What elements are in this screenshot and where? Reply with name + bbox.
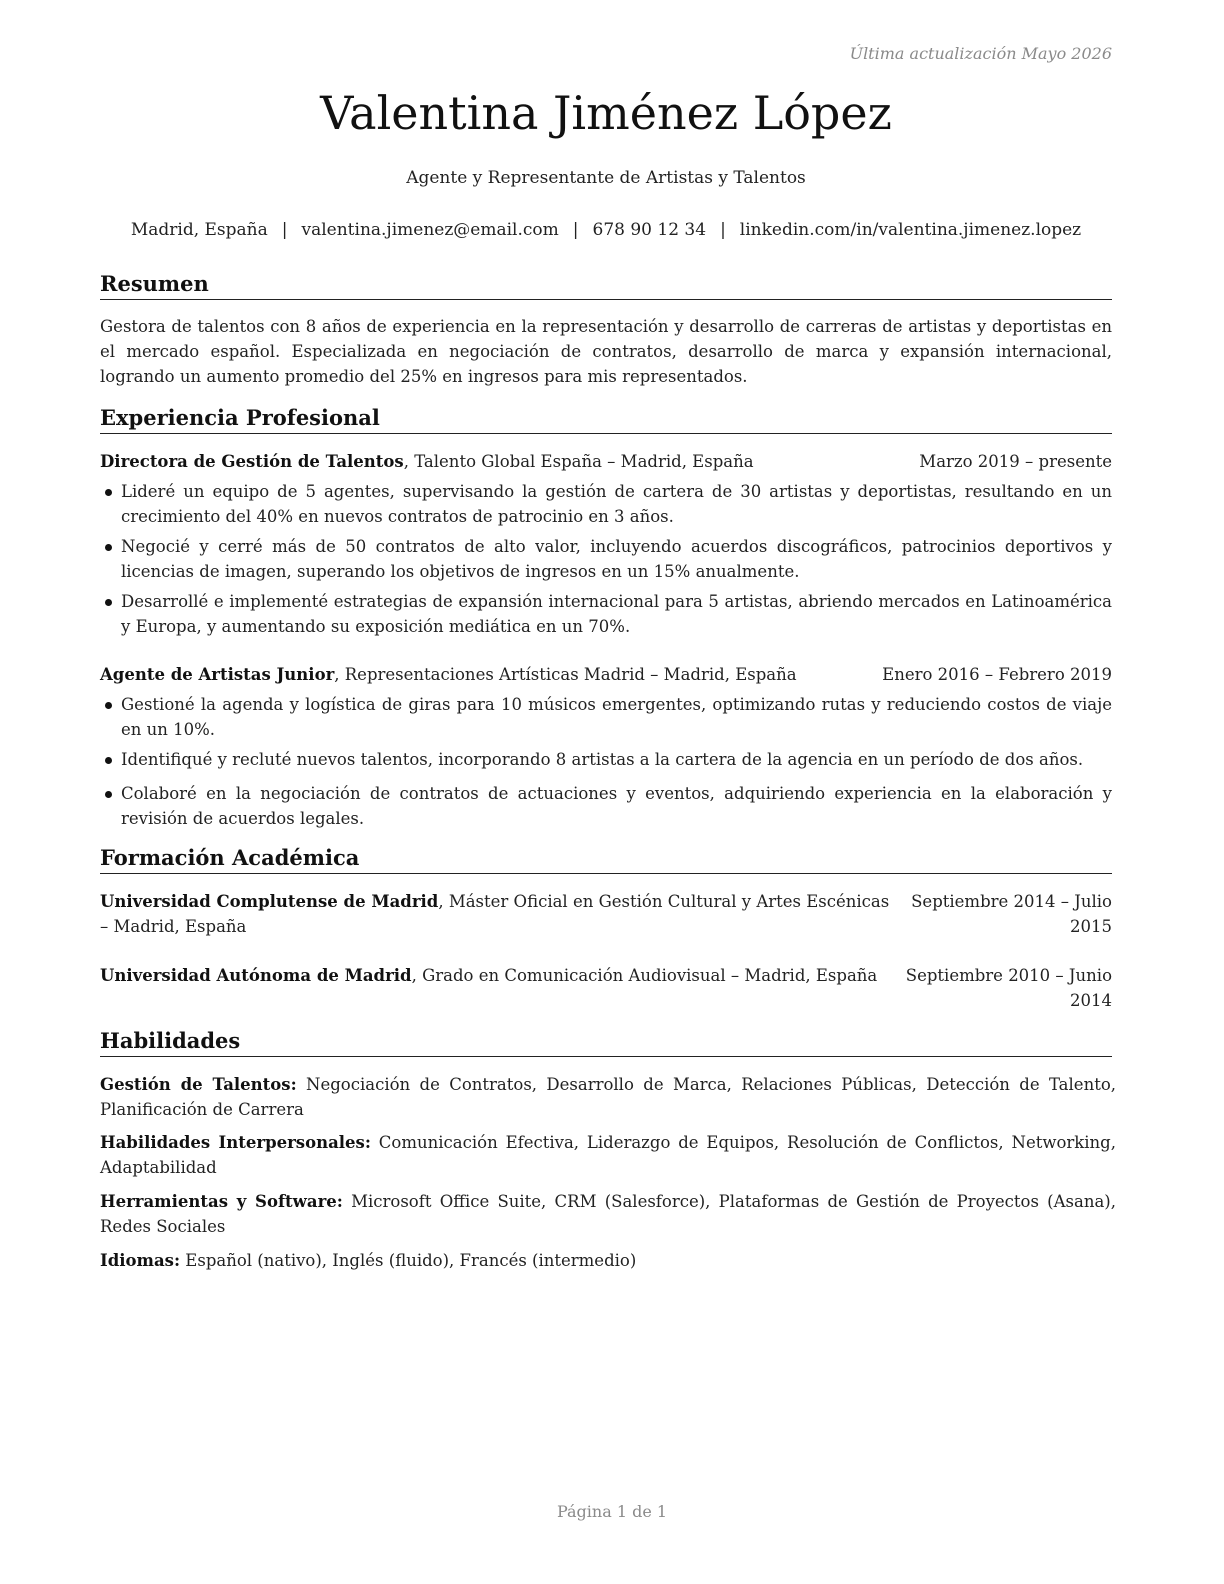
education-date-line: 2014	[1070, 991, 1112, 1010]
summary-text: Gestora de talentos con 8 años de experiencia en la representación y desarrollo de carreras de artistas y deportistas en el mercado español. Especializada en negociación de contratos, desarrollo de marca y expansión internacional, logrando un aumento promedio del 25% en ingresos para mis representados.	[100, 317, 1112, 386]
job-header	[100, 662, 1112, 687]
list-item: Negocié y cerré más de 50 contratos de alto valor, incluyendo acuerdos discográficos, patrocinios deportivos y licencias de imagen, superando los objetivos de ingresos en un 15% anualmente.	[100, 534, 1112, 584]
education-school: Universidad Autónoma de Madrid	[100, 966, 412, 985]
education-dates	[911, 889, 1112, 939]
job-header	[100, 449, 1112, 474]
skill-label: Gestión de Talentos:	[100, 1075, 297, 1094]
skill-label: Herramientas y Software:	[100, 1192, 343, 1211]
job-dates: Enero 2016 – Febrero 2019	[882, 665, 1112, 684]
skill-text: Comunicación Efectiva, Liderazgo de Equipos, Resolución de Conflictos, Networking, Adaptabilidad	[100, 1133, 1116, 1177]
skill-text: Negociación de Contratos, Desarrollo de Marca, Relaciones Públicas, Detección de Talento, Planificación de Carrera	[100, 1075, 1117, 1119]
job-dates: Marzo 2019 – presente	[919, 452, 1112, 471]
education-date-line: Septiembre 2010 – Junio	[905, 966, 1112, 985]
job-title: Agente de Artistas Junior	[100, 665, 335, 684]
resume-page	[100, 0, 1117, 1584]
job-bullets	[100, 479, 1112, 644]
separator: |	[572, 220, 579, 240]
skill-group	[100, 1130, 1116, 1180]
contact-email[interactable]: valentina.jimenez@email.com	[301, 220, 559, 240]
education-date-line: Septiembre 2014 – Julio	[911, 892, 1112, 911]
contact-linkedin[interactable]: linkedin.com/in/valentina.jimenez.lopez	[739, 220, 1082, 240]
contact-phone: 678 90 12 34	[592, 220, 707, 240]
list-item: Gestioné la agenda y logística de giras para 10 músicos emergentes, optimizando rutas y reduciendo costos de viaje en un 10%.	[100, 692, 1112, 742]
list-item: Identifiqué y recluté nuevos talentos, incorporando 8 artistas a la cartera de la agencia en un período de dos años.	[100, 747, 1112, 772]
list-item: Lideré un equipo de 5 agentes, supervisando la gestión de cartera de 30 artistas y deportistas, resultando en un crecimiento del 40% en nuevos contratos de patrocinio en 3 años.	[100, 479, 1112, 529]
contact-line	[80, 220, 1132, 240]
education-school: Universidad Complutense de Madrid	[100, 892, 439, 911]
candidate-headline: Agente y Representante de Artistas y Talentos	[406, 168, 806, 188]
list-item: Colaboré en la negociación de contratos de actuaciones y eventos, adquiriendo experiencia en la elaboración y revisión de acuerdos legales.	[100, 781, 1112, 831]
separator: |	[281, 220, 288, 240]
skill-label: Habilidades Interpersonales:	[100, 1133, 371, 1152]
skill-group	[100, 1248, 1116, 1273]
section-title-education: Formación Académica	[100, 845, 1112, 874]
skill-text: Microsoft Office Suite, CRM (Salesforce), Plataformas de Gestión de Proyectos (Asana), Redes Sociales	[100, 1192, 1116, 1236]
skill-group	[100, 1072, 1116, 1122]
education-date-line: 2015	[1070, 917, 1112, 936]
contact-location: Madrid, España	[130, 220, 268, 240]
section-title-summary: Resumen	[100, 271, 1112, 300]
education-degree: , Grado en Comunicación Audiovisual – Madrid, España	[411, 966, 878, 985]
list-item: Desarrollé e implementé estrategias de expansión internacional para 5 artistas, abriendo mercados en Latinoamérica y Europa, y aumentando su exposición mediática en un 70%.	[100, 589, 1112, 639]
page-number: Página 1 de 1	[556, 1502, 668, 1521]
education-location: – Madrid, España	[100, 917, 247, 936]
skill-group	[100, 1189, 1116, 1239]
skill-label: Idiomas:	[100, 1251, 181, 1270]
section-title-experience: Experiencia Profesional	[100, 405, 1112, 434]
job-title: Directora de Gestión de Talentos	[100, 452, 404, 471]
last-updated: Última actualización Mayo 2026	[849, 44, 1112, 63]
education-dates	[906, 963, 1112, 1013]
education-entry	[100, 963, 1112, 1010]
job-bullets	[100, 692, 1112, 836]
job-company: , Representaciones Artísticas Madrid – Madrid, España	[334, 665, 797, 684]
education-entry	[100, 889, 1112, 939]
separator: |	[720, 220, 726, 240]
job-company: , Talento Global España – Madrid, España	[403, 452, 754, 471]
section-title-skills: Habilidades	[100, 1028, 1112, 1057]
education-degree: , Máster Oficial en Gestión Cultural y Artes Escénicas	[438, 892, 890, 911]
candidate-name: Valentina Jiménez López	[320, 86, 892, 140]
skill-text: Español (nativo), Inglés (fluido), Francés (intermedio)	[180, 1251, 637, 1270]
